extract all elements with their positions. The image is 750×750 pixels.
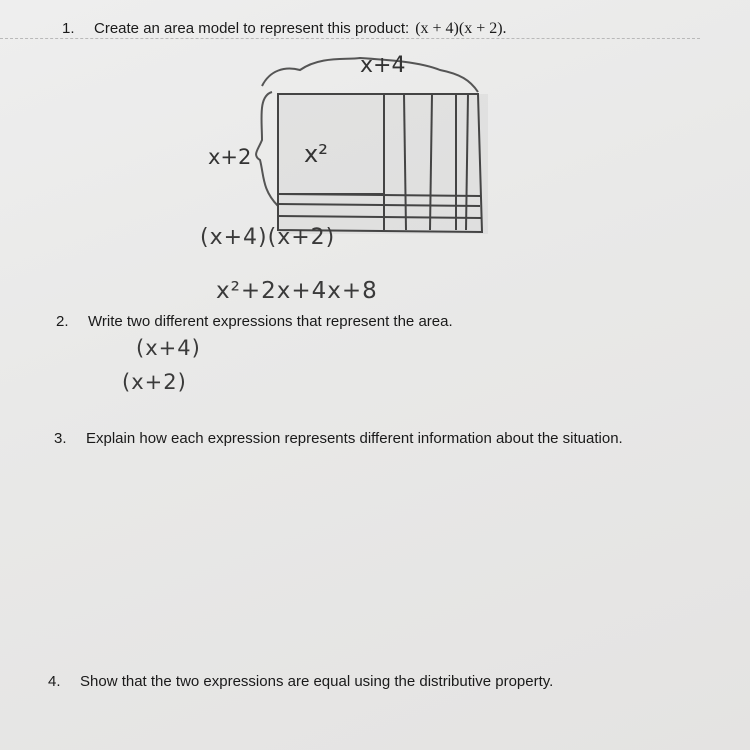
top-label: x+4	[360, 53, 406, 78]
question-3-text: Explain how each expression represents different information about the situation.	[86, 430, 623, 447]
side-brace	[256, 92, 278, 206]
question-1-number: 1.	[62, 20, 75, 37]
handwritten-answer-1: (x+4)	[136, 336, 201, 360]
handwritten-answer-2: (x+2)	[122, 370, 187, 394]
handwritten-product: (x+4)(x+2)	[200, 225, 336, 250]
question-3	[54, 430, 623, 447]
question-3-number: 3.	[54, 430, 67, 447]
question-4-text: Show that the two expressions are equal using the distributive property.	[80, 673, 554, 690]
question-4	[48, 673, 553, 690]
question-2	[56, 313, 453, 330]
cell-label: x²	[304, 140, 328, 168]
question-2-number: 2.	[56, 313, 69, 330]
question-2-text: Write two different expressions that represent the area.	[88, 313, 453, 330]
question-1-text: Create an area model to represent this product:	[94, 20, 410, 37]
handwritten-expansion: x²+2x+4x+8	[216, 278, 378, 304]
side-label: x+2	[208, 145, 252, 169]
question-1-math: (x + 4)(x + 2).	[415, 20, 507, 37]
question-4-number: 4.	[48, 673, 61, 690]
